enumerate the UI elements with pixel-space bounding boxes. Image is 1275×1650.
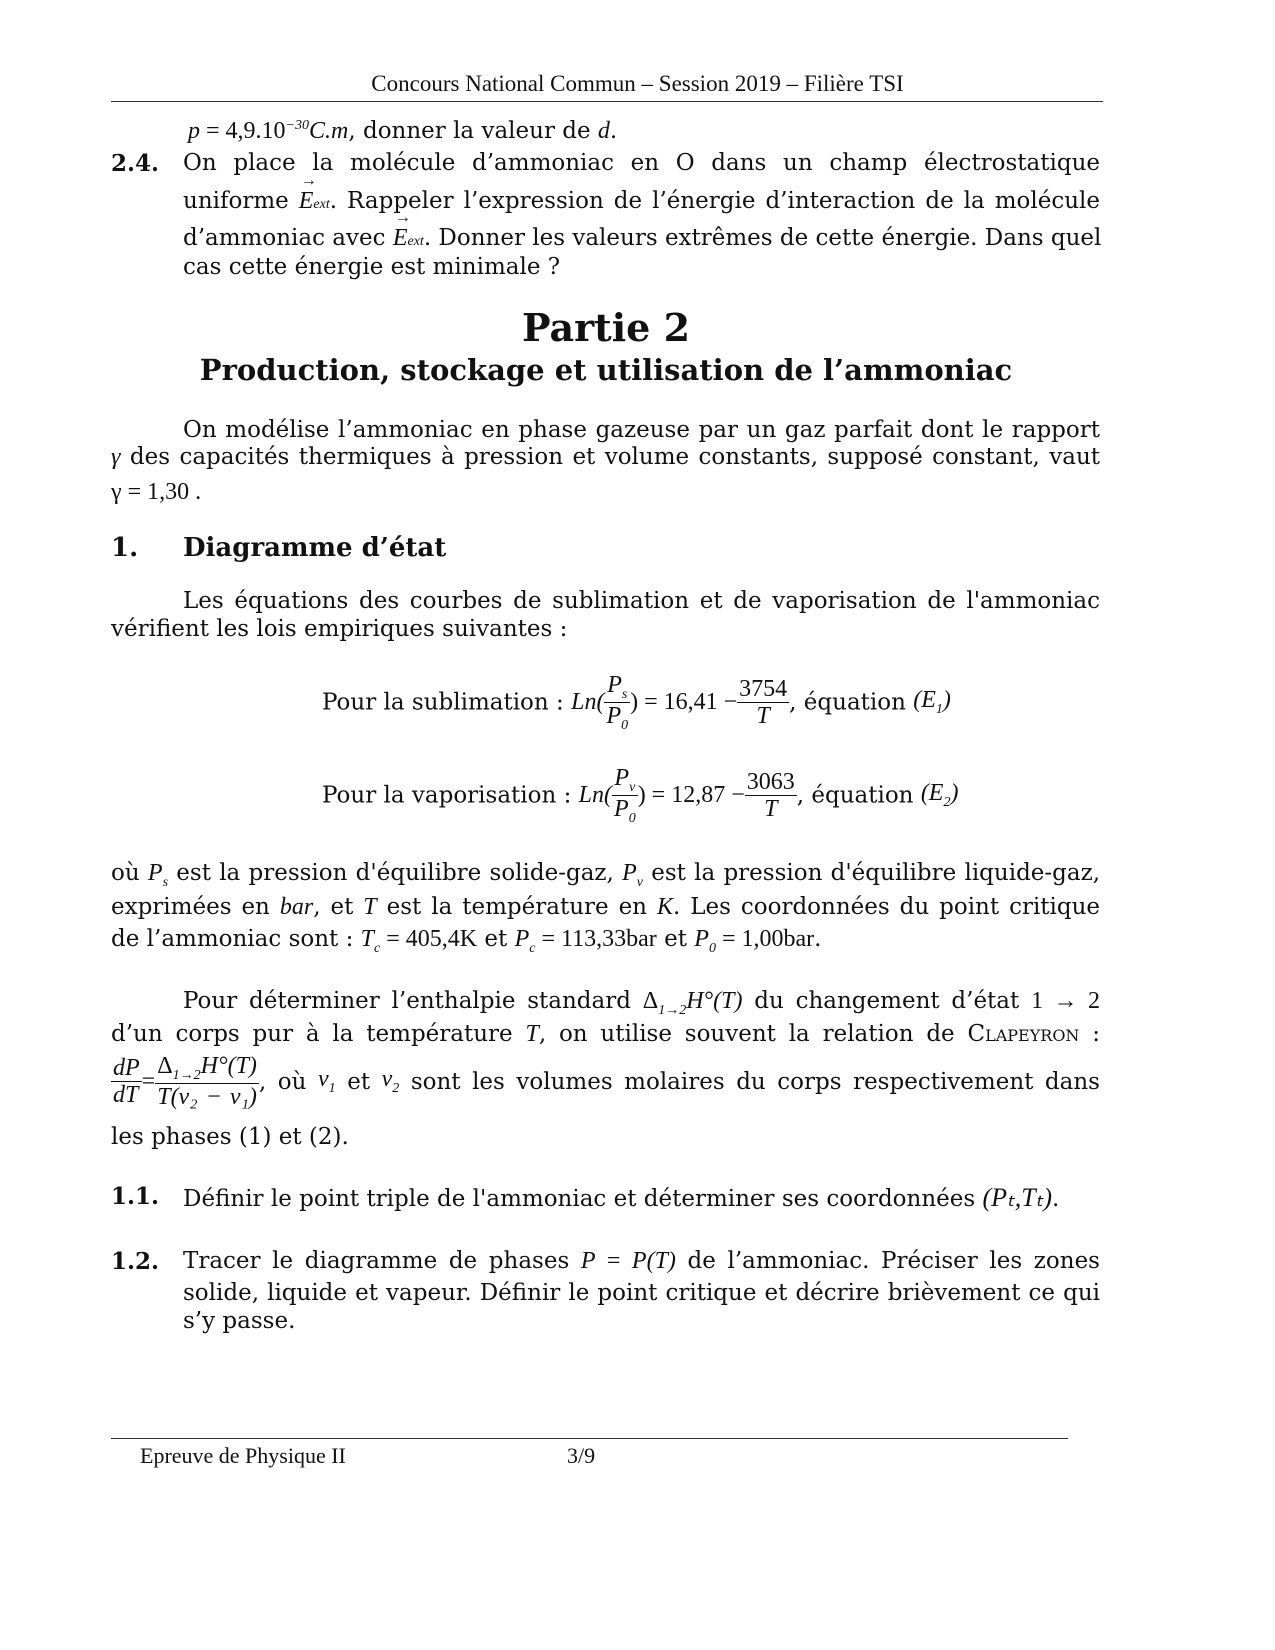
eq1-mid: ) = 16,41 − [630, 689, 738, 716]
delta-h: $\Delta_{1\to 2}H^\circ(T)$ [642, 988, 743, 1018]
footer-page-number: 3/9 [567, 1443, 596, 1468]
para1-line1: On modélise l’ammoniac en phase gazeuse par un gaz parfait dont le rapport [183, 417, 1100, 443]
pc-value: $P_c = 113,33bar$ [514, 926, 657, 956]
section1-number: 1. [111, 533, 139, 563]
page-header: Concours National Commun – Session 2019 – Filière TSI [371, 71, 904, 96]
para4-line4: les phases (1) et (2). [111, 1124, 349, 1150]
pv-symbol: $P_v$ [622, 860, 643, 890]
para3-l1-a: où [111, 860, 140, 886]
bar-unit: bar [279, 894, 314, 920]
q12-line1 [183, 1248, 1100, 1275]
gamma-symbol: γ [111, 444, 121, 470]
t-symbol: T [363, 894, 377, 920]
para4-l1-a: Pour déterminer l’enthalpie standard [183, 988, 631, 1014]
change-1-2: 1 → 2 [1031, 988, 1101, 1014]
q24-line3 [183, 225, 1100, 252]
ps-symbol: $P_s$ [147, 860, 169, 890]
footer-left: Epreuve de Physique II [140, 1443, 346, 1468]
para4-l3-a: , où [258, 1068, 307, 1095]
para4-l2-a: d’un corps pur à la température [111, 1021, 513, 1047]
q11-end: . [1052, 1186, 1060, 1212]
para3-line1 [111, 860, 1100, 891]
para3-l3-a: de l’ammoniac sont : [111, 926, 354, 952]
q11-body: Définir le point triple de l'ammoniac et déterminer ses coordonnées [183, 1186, 976, 1212]
para2-line1: Les équations des courbes de sublimation et de vaporisation de l'ammoniac [183, 588, 1100, 614]
k-unit: K [656, 894, 673, 920]
eq1-ln: Ln( [571, 689, 605, 716]
para3-l1-b: est la pression d'équilibre solide-gaz, [176, 860, 614, 886]
para4-line1 [183, 988, 1100, 1019]
gamma-value: γ = 1,30 . [111, 479, 202, 505]
q11-text [183, 1183, 1059, 1213]
q12-line2: solide, liquide et vapeur. Définir le point critique et décrire brièvement ce qui [183, 1280, 1100, 1306]
v1-symbol: $v_1$ [318, 1066, 336, 1097]
e-ext-vector: → Eext [299, 188, 330, 215]
var-d: d [597, 118, 610, 144]
partie-title: Partie 2 [521, 305, 691, 350]
q24-line3-a: d’ammoniac avec [183, 225, 386, 251]
eq2-tail: , équation [796, 782, 914, 809]
et-1: et [484, 926, 508, 952]
eq2-mid: ) = 12,87 − [637, 782, 745, 809]
para1-line2-text: des capacités thermiques à pression et volume constants, supposé constant, vaut [129, 444, 1101, 470]
q24-line3-b: . Donner les valeurs extrêmes de cette énergie. Dans quel [423, 225, 1102, 251]
eq2-pv-fraction: $\frac{P_v}{P_0}$ [614, 765, 636, 826]
q12-line3: s’y passe. [183, 1308, 296, 1334]
eq1-ref: $(E_1)$ [913, 687, 951, 718]
para4-line3 [111, 1053, 1100, 1111]
q11-number: 1.1. [111, 1183, 160, 1210]
q24-number: 2.4. [111, 150, 160, 177]
para4-l3-b: et [347, 1068, 371, 1095]
triple-point-coords: (Pₜ,Tₜ) [982, 1183, 1052, 1212]
eq1-label: Pour la sublimation : [322, 689, 564, 716]
intro-text: , donner la valeur de [348, 118, 591, 144]
para2-line2: vérifient les lois empiriques suivantes : [111, 616, 568, 642]
para4-l2-b: , on utilise souvent la relation de [538, 1021, 955, 1047]
q12-line1-b: de l’ammoniac. Préciser les zones [687, 1248, 1100, 1274]
clapeyron-rhs: $\frac{\Delta_{1\to 2}H^\circ(T)}{\text{T(v₂ − v₁)}}$ [157, 1053, 257, 1111]
eq2-ref: $(E_2)$ [920, 780, 959, 811]
e-ext-vector-2: → Eext [393, 225, 424, 252]
para3-l2-b: , et [313, 894, 354, 920]
para4-l2-c: : [1092, 1021, 1100, 1047]
q24-line1: On place la molécule d’ammoniac en O dans un champ électrostatique [183, 150, 1100, 176]
q24-line2-b: . Rappeler l’expression de l’énergie d’interaction de la molécule [329, 188, 1100, 214]
t-symbol-2: T [525, 1021, 539, 1047]
clapeyron-name: Clapeyron [967, 1021, 1080, 1047]
para4-l1-b: du changement d’état [754, 988, 1020, 1014]
para3-l1-c: est la pression d'équilibre liquide-gaz, [651, 860, 1101, 886]
phase-eq: P = P(T) [580, 1248, 676, 1274]
et-2: et [664, 926, 687, 952]
eq1-tail: , équation [789, 689, 906, 716]
intro-line [188, 118, 617, 145]
clapeyron-eq: = [141, 1068, 156, 1095]
tc-value: $T_c = 405,4K$ [360, 926, 478, 956]
para3-l2-c: est la température en [386, 894, 647, 920]
eq1-ps-fraction: $\frac{P_s}{P_0}$ [606, 672, 629, 733]
clapeyron-lhs: $\frac{dP}{dT}$ [113, 1054, 140, 1109]
para1-line2 [111, 444, 1100, 471]
para3-l2-a: exprimées en [111, 894, 270, 920]
dipole-eq: $p = 4,9.10^{-30}C.m$ [188, 118, 349, 144]
footer-rule [111, 1438, 1068, 1439]
para4-line2 [111, 1021, 1100, 1048]
para3-l2-d: . Les coordonnées du point critique [672, 894, 1101, 920]
q24-line2-a: uniforme [183, 188, 289, 214]
q24-line4: cas cette énergie est minimale ? [183, 254, 561, 280]
para3-end: . [814, 926, 822, 952]
v2-symbol: $v_2$ [381, 1066, 400, 1097]
p0-value: $P_0 = 1,00bar$ [694, 926, 815, 956]
q12-number: 1.2. [111, 1248, 160, 1275]
q12-line1-a: Tracer le diagramme de phases [183, 1248, 570, 1274]
equation-vaporisation [322, 765, 958, 826]
section1-title: Diagramme d’état [183, 533, 447, 563]
intro-end: . [609, 118, 618, 144]
equation-sublimation [322, 672, 951, 733]
para4-l3-c: sont les volumes molaires du corps respectivement dans [410, 1068, 1100, 1095]
eq2-ln: Ln( [578, 782, 613, 809]
partie-subtitle: Production, stockage et utilisation de l’ammoniac [199, 353, 1013, 387]
para3-line2 [111, 894, 1100, 921]
eq2-label: Pour la vaporisation : [322, 782, 572, 809]
header-rule [111, 101, 1103, 102]
eq1-const-fraction: $\frac{3754}{T}$ [739, 675, 788, 730]
eq2-const-fraction: $\frac{3063}{T}$ [746, 768, 795, 823]
para3-line3 [111, 926, 821, 957]
q24-line2 [183, 188, 1100, 215]
